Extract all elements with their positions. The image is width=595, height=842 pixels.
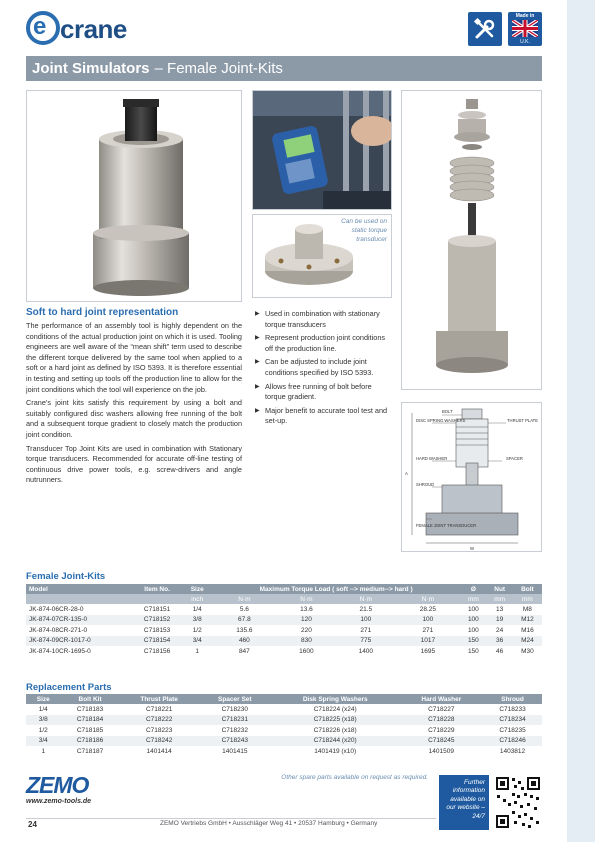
table-cell: 1695: [420, 647, 436, 655]
table-cell: 36: [487, 636, 513, 647]
diagram-label-hard-washer: HARD WASHER: [416, 456, 448, 461]
col-header: Maximum Torque Load ( soft --> medium--> hard ): [212, 584, 460, 594]
intro-paragraph: Crane’s joint kits satisfy this requirement by using a bolt and suitably configured disc washers allowing free running of the bolt and a subsequent torque gradient to closely match the production joint condition.: [26, 398, 242, 439]
table-cell: 1401414: [146, 747, 172, 755]
table-cell: C718235: [499, 726, 526, 734]
table-cell: 775: [336, 636, 395, 647]
col-header: Size: [182, 584, 212, 594]
table-cell: 13.6: [300, 605, 313, 613]
col-subheader: inch: [182, 594, 212, 604]
table-cell: 220: [300, 626, 312, 634]
table-cell: JK-874-07CR-135-0: [26, 615, 132, 626]
female-joint-kits-title: Female Joint-Kits: [26, 571, 106, 582]
table-row: [26, 746, 542, 757]
col-subheader: mm: [460, 594, 486, 604]
feature-item: ▶ Allows free running of bolt before torque gradient.: [255, 382, 391, 403]
table-cell: JK-874-06CR-28-0: [29, 605, 84, 613]
col-header: Nut: [487, 584, 513, 594]
logo-letter: e: [33, 13, 47, 40]
table-cell: 830: [277, 636, 336, 647]
page-edge-strip: [567, 0, 595, 842]
col-subheader: N·m: [212, 594, 277, 604]
diagram-label-spacer: SPACER: [506, 456, 523, 461]
diagram-label-bolt: BOLT: [442, 409, 453, 414]
feature-item: ▶ Used in combination with stationary torque transducers: [255, 309, 391, 330]
table-cell: C718156: [143, 647, 171, 655]
female-joint-kits-table: [26, 584, 542, 657]
zemo-logo: [26, 772, 126, 808]
zemo-url-link[interactable]: www.zemo-tools.de: [26, 798, 92, 805]
table-cell: C718242: [120, 736, 199, 747]
table-row: [26, 715, 542, 726]
table-cell: 1/4: [38, 705, 48, 713]
col-subheader: N·m: [336, 594, 395, 604]
table-cell: C718185: [76, 726, 104, 734]
col-subheader: [132, 594, 183, 604]
intro-paragraph: Transducer Top Joint Kits are used in combination with Stationary torque transducers. Recommended for accurate off-line testing of continuous drive power tools, e.g. screw-drivers and angle nutrunners.: [26, 443, 242, 485]
table-cell: 1403812: [499, 747, 526, 755]
made-in-label: Made in: [515, 13, 535, 19]
table-cell: 1/2: [38, 726, 48, 734]
table-cell: 24: [496, 626, 504, 634]
table-cell: 100: [467, 626, 479, 634]
page-subtitle: – Female Joint-Kits: [154, 60, 283, 77]
table-row: [26, 736, 542, 747]
feature-item: ▶ Represent production joint conditions off the production line.: [255, 333, 391, 354]
table-cell: 460: [212, 636, 277, 647]
table-cell: C718243: [199, 736, 271, 747]
table-cell: JK-874-10CR-1695-0: [29, 647, 91, 655]
crane-logo: [26, 9, 186, 49]
table-cell: 46: [496, 647, 504, 655]
table-cell: 100: [467, 605, 479, 613]
table-cell: 1401415: [222, 747, 248, 755]
table-cell: C718227: [428, 705, 455, 713]
col-subheader: N·m: [396, 594, 461, 604]
table-cell: 1400: [358, 647, 374, 655]
table-cell: 271: [360, 626, 372, 634]
feature-list: [255, 309, 391, 430]
table-cell: C718154: [132, 636, 183, 647]
table-cell: C718233: [499, 705, 526, 713]
joint-simulator-photo: [26, 90, 242, 302]
table-cell: 1/4: [192, 605, 202, 613]
table-cell: C718183: [76, 705, 104, 713]
table-cell: 3/8: [26, 715, 61, 726]
table-cell: C718229: [428, 726, 455, 734]
table-cell: 1: [195, 647, 200, 655]
table-cell: C718246: [483, 736, 542, 747]
table-row: [26, 636, 542, 647]
replacement-parts-body: [26, 704, 542, 757]
table-cell: 67.8: [212, 615, 277, 626]
table-row: [26, 625, 542, 636]
col-header: Item No.: [132, 584, 183, 594]
table-row: [26, 646, 542, 657]
table-cell: 19: [487, 615, 513, 626]
table-cell: 847: [238, 647, 250, 655]
col-header: Bolt Kit: [61, 694, 120, 704]
col-header: Ø: [460, 584, 486, 594]
replacement-parts-table: [26, 694, 542, 757]
replacement-parts-title: Replacement Parts: [26, 682, 112, 693]
diagram-label-female-joint: FEMALE JOINT TRANSDUCER: [416, 523, 477, 528]
table-cell: 21.5: [359, 605, 373, 613]
col-subheader: mm: [487, 594, 513, 604]
section-heading: Soft to hard joint representation: [26, 307, 179, 318]
col-header: Size: [26, 694, 61, 704]
table-row: [26, 704, 542, 715]
col-header: Disk Spring Washers: [271, 694, 400, 704]
col-header: Shroud: [483, 694, 542, 704]
col-subheader: mm: [513, 594, 542, 604]
col-header: Bolt: [513, 584, 542, 594]
logo-text: crane: [60, 14, 127, 44]
table-cell: 135.6: [236, 626, 253, 634]
col-header: Thrust Plate: [120, 694, 199, 704]
feature-item: ▶ Can be adjusted to include joint conditions specified by ISO 5393.: [255, 357, 391, 378]
table-cell: 150: [467, 647, 479, 655]
table-cell: C718153: [143, 626, 171, 634]
table-cell: JK-874-09CR-1017-0: [26, 636, 132, 647]
table-cell: 120: [277, 615, 336, 626]
table-cell: C718151: [143, 605, 171, 613]
table-cell: C718230: [221, 705, 248, 713]
page-title: Joint Simulators: [32, 60, 150, 77]
uk-label: U.K.: [520, 39, 530, 45]
page-number: 24: [28, 820, 37, 829]
table-cell: C718231: [199, 715, 271, 726]
static-transducer-photo: [252, 214, 392, 298]
col-subheader: N·m: [277, 594, 336, 604]
table-cell: C718232: [221, 726, 248, 734]
table-cell: 1401509: [428, 747, 454, 755]
table-cell: 28.25: [419, 605, 436, 613]
table-cell: M24: [513, 636, 542, 647]
table-cell: 5.6: [239, 605, 249, 613]
table-cell: JK-874-08CR-271-0: [29, 626, 88, 634]
table-cell: C718222: [120, 715, 199, 726]
zemo-wordmark: ZEMO: [26, 772, 89, 798]
table-cell: 1: [41, 747, 46, 755]
wrench-screwdriver-icon: [468, 12, 502, 46]
diagram-label-shroud: SHROUD: [416, 482, 435, 487]
table-cell: 1/2: [192, 626, 202, 634]
table-cell: M12: [513, 615, 542, 626]
table-cell: M16: [521, 626, 534, 634]
table-row: [26, 615, 542, 626]
qr-code-icon[interactable]: [494, 775, 542, 830]
table-cell: 150: [460, 636, 486, 647]
table-cell: 3/4: [182, 636, 212, 647]
diagram-label-disc-spring: DISC SPRING WASHERS: [416, 418, 466, 423]
replacement-parts-header-row: [26, 694, 542, 704]
diagram-label-thrust: THRUST PLATE: [507, 418, 539, 423]
title-bar: [26, 56, 542, 81]
table-cell: 3/8: [182, 615, 212, 626]
technical-diagram: [401, 402, 542, 552]
table-cell: C718184: [61, 715, 120, 726]
table-cell: 13: [496, 605, 504, 613]
table-cell: C718223: [145, 726, 173, 734]
col-header: Spacer Set: [199, 694, 271, 704]
transducer-in-use-photo: [252, 90, 392, 210]
table-cell: 1600: [299, 647, 314, 655]
uk-flag-icon: [512, 20, 538, 37]
table-cell: 3/4: [26, 736, 61, 747]
table-cell: 1401419 (x10): [314, 747, 357, 755]
table-cell: C718152: [132, 615, 183, 626]
table-cell: C718224 (x24): [313, 705, 357, 713]
table-cell: C718226 (x18): [313, 726, 357, 734]
footer-divider: [26, 818, 436, 819]
col-header: Model: [26, 584, 132, 594]
table-cell: C718187: [76, 747, 104, 755]
diagram-label-a: A: [405, 471, 408, 476]
table-row: [26, 604, 542, 615]
table-cell: 100: [336, 615, 395, 626]
spare-parts-note: Other spare parts available on request as required.: [281, 774, 428, 781]
photo-caption: Can be used on static torque transducer: [341, 218, 387, 243]
col-subheader: [26, 594, 132, 604]
col-header: Hard Washer: [400, 694, 483, 704]
table-cell: 1017: [396, 636, 461, 647]
footer-address: ZEMO Vertriebs GmbH • Ausschläger Weg 41 • 20537 Hamburg • Germany: [160, 820, 378, 827]
table-cell: C718225 (x18): [271, 715, 400, 726]
table-cell: C718221: [145, 705, 173, 713]
feature-item: ▶ Major benefit to accurate tool test and set-up.: [255, 406, 391, 427]
exploded-view-photo: [401, 90, 542, 390]
table-cell: C718245: [400, 736, 483, 747]
intro-text: [26, 321, 242, 489]
table-row: [26, 725, 542, 736]
diagram-label-w: W: [470, 546, 474, 551]
female-joint-kits-body: [26, 604, 542, 657]
table-cell: 100: [396, 615, 461, 626]
table-cell: M30: [521, 647, 534, 655]
table-cell: C718244 (x20): [271, 736, 400, 747]
table-cell: 271: [422, 626, 434, 634]
table-cell: C718228: [400, 715, 483, 726]
intro-paragraph: The performance of an assembly tool is highly dependent on the conditions of the actual production joint on which it is used. Tooling engineers are well aware of the “mean shift” term used to describe the different torque delivered by the same tool when applied to a soft or a hard joint as defined by ISO 5393. It is therefore essential in testing and setting up tools off the production line to allow for the joint conditions which the tool will experience on the job.: [26, 321, 242, 394]
table-cell: M8: [522, 605, 532, 613]
table-cell: C718186: [61, 736, 120, 747]
table-cell: 100: [460, 615, 486, 626]
further-info-box: Further information available on our website – 24/7: [439, 775, 489, 830]
table-cell: C718234: [483, 715, 542, 726]
made-in-uk-badge: [508, 12, 542, 46]
